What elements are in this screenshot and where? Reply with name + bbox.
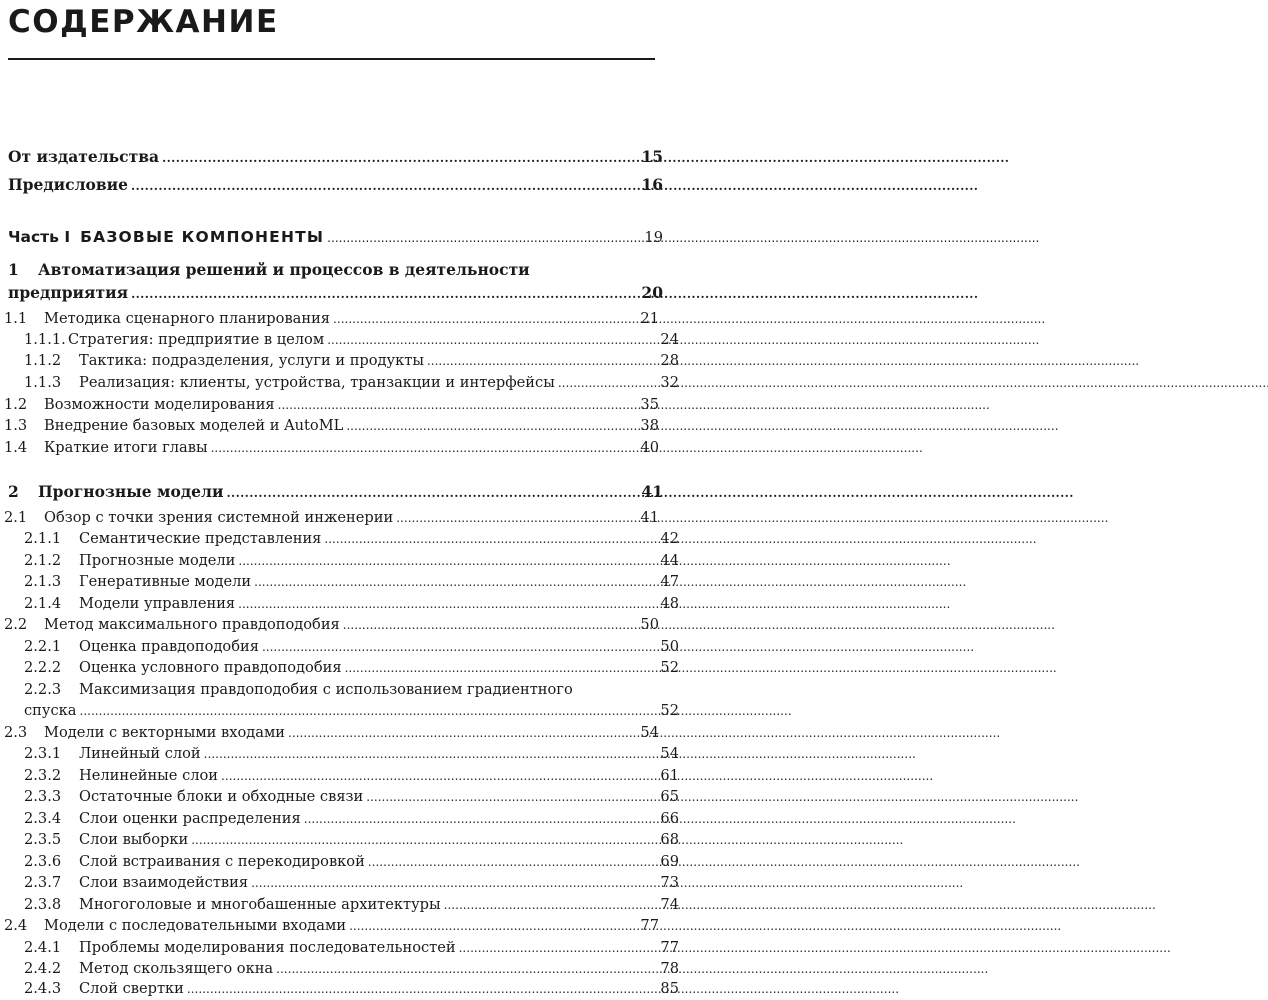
toc-leader xyxy=(368,851,660,873)
toc-number: 2.1 xyxy=(4,509,28,526)
toc-entry-text: Слои выборки xyxy=(79,831,189,848)
toc-number: 1.4 xyxy=(4,439,28,456)
toc-chapter-1-cont[interactable] xyxy=(0,282,663,303)
toc-subsection-2-3-3[interactable] xyxy=(0,786,679,807)
toc-page: 50 xyxy=(660,638,679,655)
toc-part-name: БАЗОВЫЕ КОМПОНЕНТЫ xyxy=(80,228,325,246)
toc-leader xyxy=(327,329,659,351)
toc-entry-text: Модели с последовательными входами xyxy=(44,917,347,934)
toc-entry-text: Прогнозные модели xyxy=(38,482,224,501)
toc-leader xyxy=(162,146,640,169)
toc-number: 2.3.5 xyxy=(24,831,62,848)
toc-subsection-2-3-1[interactable] xyxy=(0,743,679,764)
toc-page: 15 xyxy=(641,147,663,166)
toc-page: 73 xyxy=(660,874,679,891)
toc-leader xyxy=(333,308,639,330)
toc-page: 52 xyxy=(660,659,679,676)
toc-leader xyxy=(558,372,660,394)
toc-leader xyxy=(238,550,659,572)
toc-entry-text: Модели с векторными входами xyxy=(44,724,286,741)
toc-chapter-2[interactable] xyxy=(0,481,663,502)
toc-entry-text: Стратегия: предприятие в целом xyxy=(68,331,325,348)
toc-subsection-2-3-4[interactable] xyxy=(0,808,679,829)
toc-number: 2.2.3 xyxy=(24,681,62,698)
toc-leader xyxy=(131,174,640,197)
toc-page: 35 xyxy=(640,396,659,413)
toc-number: 2.3.4 xyxy=(24,810,62,827)
toc-section-1-1[interactable] xyxy=(0,308,659,329)
toc-page: 40 xyxy=(640,439,659,456)
toc-entry-text: Автоматизация решений и процессов в деятельности xyxy=(38,260,530,279)
toc-leader xyxy=(191,829,659,851)
toc-entry-text: Семантические представления xyxy=(79,530,322,547)
toc-entry-text: Генеративные модели xyxy=(79,573,252,590)
toc-number: 1.1.1. xyxy=(24,331,66,348)
toc-number: 1.1.2 xyxy=(24,352,62,369)
toc-subsection-2-1-2[interactable] xyxy=(0,550,679,571)
toc-entry-text: Внедрение базовых моделей и AutoML xyxy=(44,417,344,434)
toc-section-2-4[interactable] xyxy=(0,915,659,936)
toc-leader xyxy=(276,958,659,980)
toc-number: 2.1.1 xyxy=(24,530,62,547)
toc-page: 20 xyxy=(641,283,663,302)
toc-number: 2.4 xyxy=(4,917,28,934)
toc-leader xyxy=(444,894,660,916)
toc-number: 2.1.3 xyxy=(24,573,62,590)
toc-leader xyxy=(288,722,639,744)
toc-chapter-1[interactable] xyxy=(0,259,663,280)
toc-subsection-1-1-1[interactable] xyxy=(0,329,679,350)
toc-number: 1.1.3 xyxy=(24,374,62,391)
toc-number: 1 xyxy=(8,260,19,279)
toc-leader xyxy=(346,415,639,437)
toc-leader xyxy=(79,700,659,722)
toc-page: 28 xyxy=(660,352,679,369)
toc-leader xyxy=(238,593,659,615)
toc-leader xyxy=(187,978,660,1000)
toc-entry-text: Тактика: подразделения, услуги и продукты xyxy=(79,352,424,369)
toc-leader xyxy=(251,872,659,894)
toc-entry-text: Нелинейные слои xyxy=(79,767,219,784)
toc-number: 2.3.6 xyxy=(24,853,62,870)
toc-page: 78 xyxy=(660,960,679,977)
toc-number: 2.3.1 xyxy=(24,745,62,762)
toc-section-2-2[interactable] xyxy=(0,614,659,635)
toc-number: 2.4.2 xyxy=(24,960,62,977)
toc-leader xyxy=(204,743,660,765)
toc-page: 61 xyxy=(660,767,679,784)
toc-page: 68 xyxy=(660,831,679,848)
toc-page: 21 xyxy=(640,310,659,327)
toc-page: 65 xyxy=(660,788,679,805)
toc-section-1-4[interactable] xyxy=(0,437,659,458)
toc-page: 16 xyxy=(641,175,663,194)
toc-leader xyxy=(262,636,659,658)
toc-number: 2.3.8 xyxy=(24,896,62,913)
toc-page: 52 xyxy=(660,702,679,719)
toc-leader xyxy=(254,571,659,593)
toc-entry-text: Проблемы моделирования последовательностей xyxy=(79,939,456,956)
toc-number: 2.2.1 xyxy=(24,638,62,655)
toc-subsection-2-1-4[interactable] xyxy=(0,593,679,614)
toc-part-1[interactable] xyxy=(0,227,663,248)
toc-entry-text: Реализация: клиенты, устройства, транзакции и интерфейсы xyxy=(79,374,555,391)
toc-part-label: Часть I xyxy=(8,228,71,246)
toc-number: 1.2 xyxy=(4,396,28,413)
toc-number: 2.3.7 xyxy=(24,874,62,891)
toc-number: 2.2.2 xyxy=(24,659,62,676)
toc-subsection-2-2-3[interactable] xyxy=(0,679,679,700)
toc-page: 44 xyxy=(660,552,679,569)
toc-number: 1.1 xyxy=(4,310,28,327)
toc-page: 32 xyxy=(660,374,679,391)
toc-leader xyxy=(304,808,660,830)
page-title: СОДЕРЖАНИЕ xyxy=(8,4,279,40)
toc-leader xyxy=(396,507,639,529)
toc-subsection-2-4-1[interactable] xyxy=(0,937,679,958)
toc-entry-text: предприятия xyxy=(8,283,129,302)
toc-entry-text: Метод скользящего окна xyxy=(79,960,274,977)
toc-entry-text: От издательства xyxy=(8,147,160,166)
toc-page: 50 xyxy=(640,616,659,633)
toc-subsection-2-2-3-cont[interactable] xyxy=(0,700,679,721)
toc-leader xyxy=(366,786,659,808)
toc-leader xyxy=(459,937,660,959)
toc-leader xyxy=(226,481,640,504)
toc-page: 47 xyxy=(660,573,679,590)
toc-entry-text: Слой встраивания с перекодировкой xyxy=(79,853,365,870)
toc-subsection-2-2-1[interactable] xyxy=(0,636,679,657)
toc-entry-publisher[interactable] xyxy=(0,146,663,167)
toc-page: 54 xyxy=(640,724,659,741)
toc-leader xyxy=(278,394,640,416)
toc-leader xyxy=(349,915,639,937)
toc-subsection-2-3-8[interactable] xyxy=(0,894,679,915)
toc-subsection-2-1-1[interactable] xyxy=(0,528,679,549)
toc-section-2-3[interactable] xyxy=(0,722,659,743)
toc-entry-text: Оценка условного правдоподобия xyxy=(79,659,342,676)
toc-page: 41 xyxy=(640,509,659,526)
toc-page: 69 xyxy=(660,853,679,870)
toc-entry-text: спуска xyxy=(24,702,77,719)
toc-leader xyxy=(427,350,659,372)
toc-page: 41 xyxy=(641,482,663,501)
toc-leader xyxy=(221,765,659,787)
toc-entry-text: Возможности моделирования xyxy=(44,396,275,413)
toc-leader xyxy=(211,437,640,459)
toc-subsection-2-2-2[interactable] xyxy=(0,657,679,678)
toc-leader xyxy=(345,657,660,679)
toc-page: 42 xyxy=(660,530,679,547)
toc-number: 2 xyxy=(8,482,19,501)
toc-entry-text: Обзор с точки зрения системной инженерии xyxy=(44,509,394,526)
toc-subsection-2-3-6[interactable] xyxy=(0,851,679,872)
toc-subsection-2-4-2[interactable] xyxy=(0,958,679,979)
toc-number: 2.1.2 xyxy=(24,552,62,569)
toc-leader xyxy=(327,227,643,249)
toc-page: 24 xyxy=(660,331,679,348)
toc-entry-text: Слои оценки распределения xyxy=(79,810,301,827)
toc-entry-text: Модели управления xyxy=(79,595,236,612)
toc-entry-preface[interactable] xyxy=(0,174,663,195)
toc-page: 85 xyxy=(660,980,679,997)
toc-entry-text: Многоголовые и многобашенные архитектуры xyxy=(79,896,441,913)
toc-entry-text: Слой свертки xyxy=(79,980,184,997)
toc-entry-text: Краткие итоги главы xyxy=(44,439,208,456)
toc-subsection-2-1-3[interactable] xyxy=(0,571,679,592)
toc-section-1-3[interactable] xyxy=(0,415,659,436)
toc-number: 2.3.2 xyxy=(24,767,62,784)
toc-subsection-2-4-3[interactable] xyxy=(0,978,679,999)
toc-number: 2.2 xyxy=(4,616,28,633)
toc-page: 74 xyxy=(660,896,679,913)
toc-number: 1.3 xyxy=(4,417,28,434)
toc-number: 2.4.1 xyxy=(24,939,62,956)
toc-section-2-1[interactable] xyxy=(0,507,659,528)
toc-number: 2.3.3 xyxy=(24,788,62,805)
toc-leader xyxy=(343,614,640,636)
toc-page: 19 xyxy=(644,229,663,246)
toc-page: 77 xyxy=(660,939,679,956)
toc-number: 2.3 xyxy=(4,724,28,741)
toc-number: 2.4.3 xyxy=(24,980,62,997)
toc-entry-text: Оценка правдоподобия xyxy=(79,638,259,655)
toc-page: 66 xyxy=(660,810,679,827)
toc-entry-text: Линейный слой xyxy=(79,745,201,762)
toc-page: 54 xyxy=(660,745,679,762)
toc-section-1-2[interactable] xyxy=(0,394,659,415)
toc-leader xyxy=(324,528,659,550)
toc-subsection-2-3-2[interactable] xyxy=(0,765,679,786)
toc-entry-text: Предисловие xyxy=(8,175,128,194)
toc-subsection-1-1-2[interactable] xyxy=(0,350,679,371)
toc-page: 38 xyxy=(640,417,659,434)
toc-page: 77 xyxy=(640,917,659,934)
toc-page: 48 xyxy=(660,595,679,612)
toc-entry-text: Максимизация правдоподобия с использованием градиентного xyxy=(79,681,573,698)
toc-entry-text: Методика сценарного планирования xyxy=(44,310,331,327)
toc-entry-text: Слои взаимодействия xyxy=(79,874,249,891)
toc-entry-text: Прогнозные модели xyxy=(79,552,236,569)
toc-subsection-1-1-3[interactable] xyxy=(0,372,679,393)
toc-leader xyxy=(131,282,640,305)
toc-number: 2.1.4 xyxy=(24,595,62,612)
toc-subsection-2-3-5[interactable] xyxy=(0,829,679,850)
toc-entry-text: Метод максимального правдоподобия xyxy=(44,616,340,633)
toc-entry-text: Остаточные блоки и обходные связи xyxy=(79,788,364,805)
toc-subsection-2-3-7[interactable] xyxy=(0,872,679,893)
